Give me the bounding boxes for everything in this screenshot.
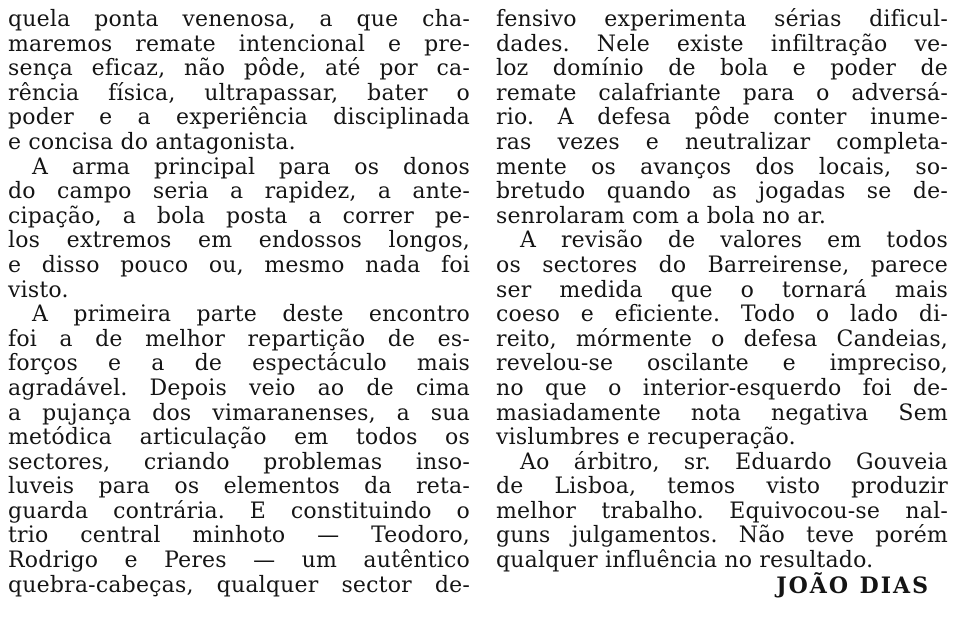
text-line: masiadamente nota negativa Sem <box>496 400 948 426</box>
text-line: revelou-se oscilante e impreciso, <box>496 351 948 377</box>
text-line: rio. A defesa pôde conter inume- <box>496 105 948 131</box>
right-column-lines <box>496 8 948 574</box>
text-line: os sectores do Barreirense, parece <box>496 252 948 278</box>
text-line: no que o interior-esquerdo foi de- <box>496 375 948 401</box>
text-line: maremos remate intencional e pre- <box>8 31 470 57</box>
text-line: forços e a de espectáculo mais <box>8 351 470 377</box>
text-line: luveis para os elementos da reta- <box>8 474 470 500</box>
text-line: vislumbres e recuperação. <box>496 425 796 451</box>
text-line: ser medida que o tornará mais <box>496 277 948 303</box>
author-signature: JOÃO DIAS <box>776 572 930 599</box>
text-line: A arma principal para os donos <box>32 154 470 180</box>
text-line: de Lisboa, temos visto produzir <box>496 474 948 500</box>
text-line: foi a de melhor repartição de es- <box>8 326 470 352</box>
text-line: trio central minhoto — Teodoro, <box>8 523 470 549</box>
text-line: Rodrigo e Peres — um autêntico <box>8 548 470 574</box>
text-line: A primeira parte deste encontro <box>32 302 470 328</box>
text-line: reito, mórmente o defesa Candeias, <box>496 326 948 352</box>
text-line: ras vezes e neutralizar completa- <box>496 129 948 155</box>
text-line: fensivo experimenta sérias dificul- <box>496 7 948 32</box>
text-line: visto. <box>8 277 69 303</box>
text-line: mente os avanços dos locais, so- <box>496 154 948 180</box>
text-line: e disso pouco ou, mesmo nada foi <box>8 252 470 278</box>
text-line: A revisão de valores em todos <box>520 228 948 254</box>
text-line: guarda contrária. E constituindo o <box>8 498 470 524</box>
text-line: sectores, criando problemas inso- <box>8 449 470 475</box>
text-line: agradável. Depois veio ao de cima <box>8 375 470 401</box>
text-line: cipação, a bola posta a correr pe- <box>8 203 470 229</box>
text-line: metódica articulação em todos os <box>8 425 470 451</box>
text-line: sença eficaz, não pôde, até por ca- <box>8 56 470 82</box>
text-line: qualquer influência no resultado. <box>496 548 874 574</box>
text-line: quebra-cabeças, qualquer sector de- <box>8 572 470 598</box>
text-line: quela ponta venenosa, a que cha- <box>8 7 470 32</box>
text-line: Ao árbitro, sr. Eduardo Gouveia <box>520 449 948 475</box>
article-left-column <box>8 8 470 598</box>
text-line: melhor trabalho. Equivocou-se nal- <box>496 498 948 524</box>
text-line: loz domínio de bola e poder de <box>496 56 948 82</box>
text-line: e concisa do antagonista. <box>8 129 296 155</box>
text-line: poder e a experiência disciplinada <box>8 105 470 131</box>
text-line: los extremos em endossos longos, <box>8 228 470 254</box>
text-line: remate calafriante para o adversá- <box>496 80 948 106</box>
text-line: do campo seria a rapidez, a ante- <box>8 179 470 205</box>
text-line: rência física, ultrapassar, bater o <box>8 80 470 106</box>
text-line: bretudo quando as jogadas se de- <box>496 179 948 205</box>
article-right-column <box>496 8 948 598</box>
text-line: senrolaram com a bola no ar. <box>496 203 827 229</box>
text-line: coeso e eficiente. Todo o lado di- <box>496 302 948 328</box>
text-line: guns julgamentos. Não teve porém <box>496 523 948 549</box>
text-line: a pujança dos vimaranenses, a sua <box>8 400 470 426</box>
text-line: dades. Nele existe infiltração ve- <box>496 31 948 57</box>
